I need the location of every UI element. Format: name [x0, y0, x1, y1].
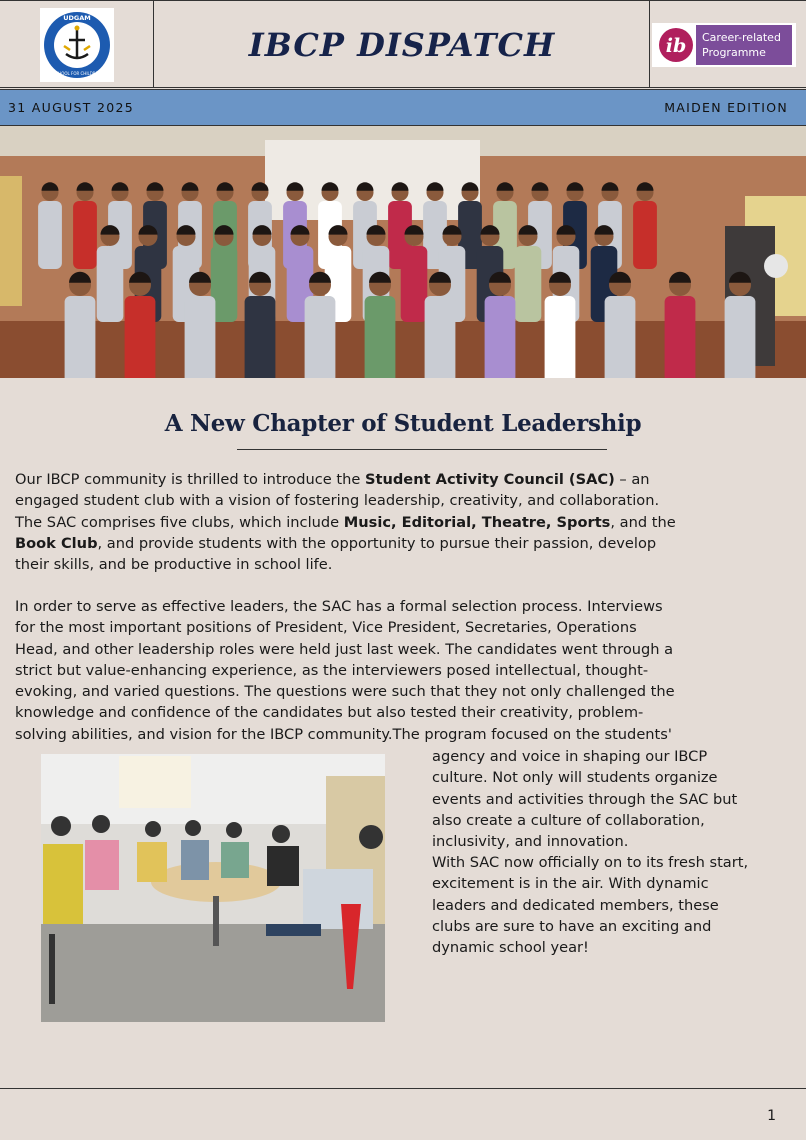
masthead — [0, 0, 806, 88]
text-line: leaders and dedicated members, these — [432, 896, 719, 914]
ib-career-related-programme-logo-icon — [652, 23, 796, 67]
text-line: evoking, and varied questions. The questions were such that they not only challenged the — [15, 683, 675, 701]
ib-line2: Programme — [702, 46, 766, 59]
logo-bottom-text: SCHOOL FOR CHILDREN — [52, 71, 102, 76]
headline-underline — [237, 449, 607, 450]
text-line: also create a culture of collaboration, — [432, 811, 705, 829]
text-line: engaged student club with a vision of fostering leadership, creativity, and collaboration. — [15, 492, 660, 510]
group-photo-icon — [0, 126, 806, 378]
edition-label: MAIDEN EDITION — [664, 100, 788, 115]
text-line: for the most important positions of President, Vice President, Secretaries, Operations — [15, 619, 637, 637]
text-line: their skills, and be productive in school life. — [15, 556, 333, 574]
paragraph-agency — [432, 746, 788, 852]
text-line: With SAC now officially on to its fresh start, — [432, 854, 749, 871]
newsletter-title: IBCP DISPATCH — [248, 25, 556, 64]
issue-date: 31 AUGUST 2025 — [8, 100, 134, 115]
text-line: Our IBCP community is thrilled to introduce the Student Activity Council (SAC) – an — [15, 471, 650, 488]
text-line: events and activities through the SAC but — [432, 790, 738, 808]
footer-divider — [0, 1088, 806, 1089]
text-line: culture. Not only will students organize — [432, 769, 718, 787]
meeting-photo-icon — [41, 754, 385, 1022]
page-number: 1 — [767, 1108, 776, 1124]
header-divider — [649, 1, 650, 88]
text-line: knowledge and confidence of the candidates but also tested their creativity, problem- — [15, 704, 644, 722]
text-line: Book Club, and provide students with the opportunity to pursue their passion, develop — [15, 534, 657, 552]
text-line: dynamic school year! — [432, 939, 589, 957]
ib-line1: Career-related — [702, 31, 781, 44]
article-headline: A New Chapter of Student Leadership — [164, 410, 642, 437]
udgam-school-logo-icon — [40, 8, 114, 82]
text-line: solving abilities, and vision for the IBCP community.The program focused on the students' — [15, 725, 672, 743]
ib-badge-text: ib — [665, 35, 687, 57]
paragraph-closing — [432, 852, 788, 958]
logo-top-text: UDGAM — [63, 14, 91, 22]
text-line: clubs are sure to have an exciting and — [432, 917, 712, 935]
text-line: In order to serve as effective leaders, the SAC has a formal selection process. Interviews — [15, 598, 663, 615]
text-line: Head, and other leadership roles were held just last week. The candidates went through a — [15, 640, 674, 658]
text-line: agency and voice in shaping our IBCP — [432, 748, 708, 765]
text-line: strict but value-enhancing experience, as the interviewers posed intellectual, thought- — [15, 661, 649, 679]
text-line: The SAC comprises five clubs, which include Music, Editorial, Theatre, Sports, and the — [15, 513, 676, 531]
paragraph-selection — [15, 596, 785, 745]
paragraph-intro — [15, 469, 785, 575]
header-divider — [153, 1, 154, 88]
text-line: excitement is in the air. With dynamic — [432, 875, 709, 893]
date-bar — [0, 89, 806, 126]
text-line: inclusivity, and innovation. — [432, 833, 629, 851]
